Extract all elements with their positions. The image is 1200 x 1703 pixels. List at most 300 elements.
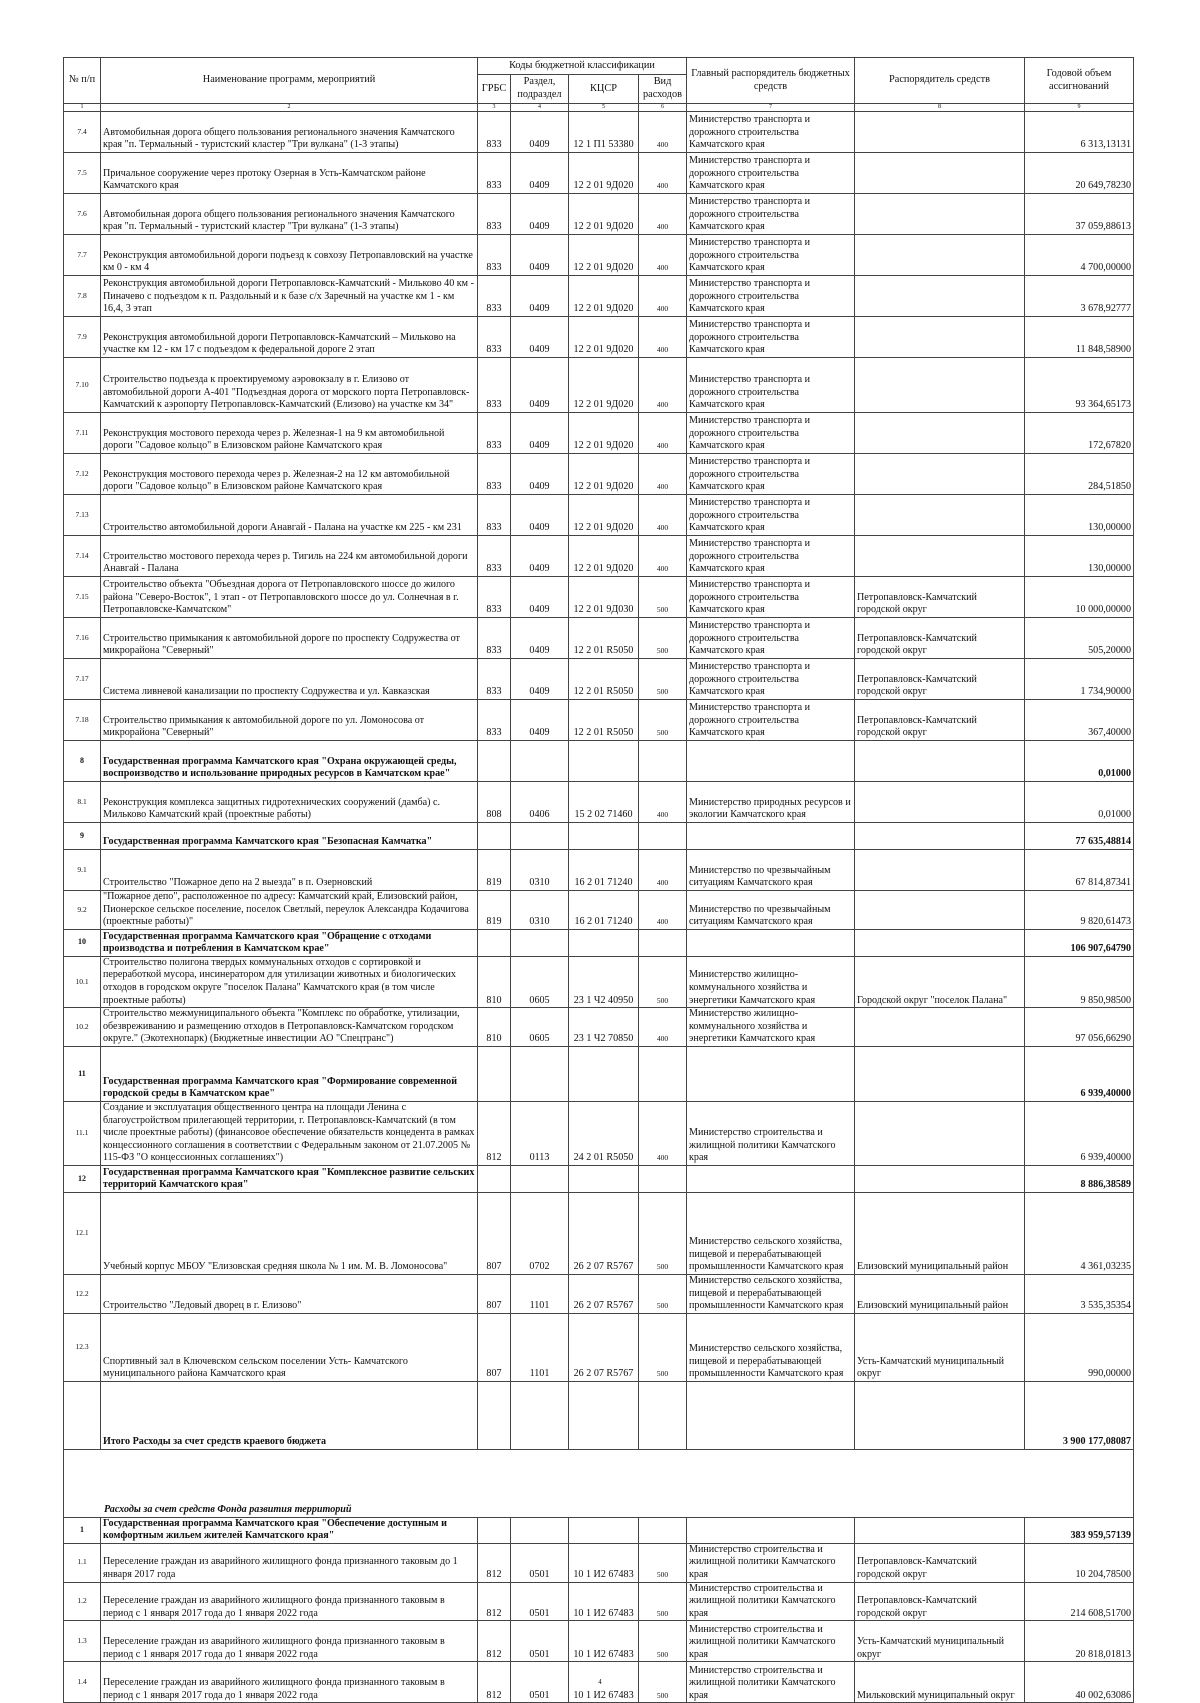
section-code: 0409 (511, 153, 569, 194)
grbs-code: 812 (478, 1621, 511, 1662)
kcsr-code: 12 2 01 9Д020 (569, 276, 639, 317)
table-row (64, 495, 1134, 536)
column-number: 8 (855, 104, 1025, 112)
activity-name: Создание и эксплуатация общественного центра на площади Ленина с благоустройством прилегающей территории, г. Петропавловск-Камчатский (в том числе проектные работы) (финансовое обеспечение обязательств концедента в рамках концессионного соглашения в соответствии с Федеральным законом от 21.07.2005 № 115-ФЗ "О концессионных соглашениях") (101, 1101, 478, 1165)
main-distributor: Министерство сельского хозяйства, пищевой и перерабатывающей промышленности Камчатского края (687, 1192, 855, 1274)
distributor (855, 112, 1025, 153)
kcsr-code: 26 2 07 R5767 (569, 1313, 639, 1381)
row-number: 11 (64, 1046, 101, 1101)
grbs-code: 833 (478, 112, 511, 153)
row-number: 7.9 (64, 317, 101, 358)
row-number: 1.3 (64, 1621, 101, 1662)
section-code: 0409 (511, 700, 569, 741)
activity-name: Реконструкция автомобильной дороги Петропавловск-Камчатский - Мильково 40 км - Пиначево с подъездом к п. Раздольный и к базе с/х Заречный на участке км 1 - км 16,4, 3 этап (101, 276, 478, 317)
main-distributor: Министерство по чрезвычайным ситуациям Камчатского края (687, 850, 855, 891)
expense-type-code: 400 (639, 358, 687, 413)
row-number (64, 1381, 101, 1449)
empty-cell (478, 1165, 511, 1192)
table-row (64, 194, 1134, 235)
activity-name: Строительство межмуниципального объекта "Комплекс по обработке, утилизации, обезвреживанию и размещению отходов в Петропавловск-Камчатском городском округе." (Экотехнопарк) (Бюджетные инвестиции АО "Спецтранс") (101, 1008, 478, 1047)
activity-name: Автомобильная дорога общего пользования регионального значения Камчатского края "п. Термальный - туристский кластер "Три вулкана" (1-3 этапы) (101, 194, 478, 235)
grbs-code: 833 (478, 618, 511, 659)
activity-name: Строительство "Ледовый дворец в г. Елизово" (101, 1274, 478, 1313)
empty-cell (569, 741, 639, 782)
distributor: Городской округ "поселок Палана" (855, 956, 1025, 1007)
table-row (64, 276, 1134, 317)
expense-type-code: 400 (639, 112, 687, 153)
annual-amount: 3 535,35354 (1025, 1274, 1134, 1313)
expense-type-code: 400 (639, 276, 687, 317)
row-number: 12.3 (64, 1313, 101, 1381)
header-kcsr: КЦСР (569, 75, 639, 104)
kcsr-code: 12 2 01 9Д020 (569, 413, 639, 454)
table-row (64, 1313, 1134, 1381)
empty-cell (511, 1517, 569, 1543)
table-row (64, 413, 1134, 454)
expense-type-code: 400 (639, 454, 687, 495)
row-number: 9.2 (64, 891, 101, 930)
annual-amount: 990,00000 (1025, 1313, 1134, 1381)
distributor: Петропавловск-Камчатский городской округ (855, 1582, 1025, 1621)
annual-amount: 367,40000 (1025, 700, 1134, 741)
kcsr-code: 23 1 Ч2 40950 (569, 956, 639, 1007)
column-number: 1 (64, 104, 101, 112)
row-number: 7.5 (64, 153, 101, 194)
kcsr-code: 12 2 01 9Д030 (569, 577, 639, 618)
table-row (64, 891, 1134, 930)
table-row (64, 317, 1134, 358)
empty-cell (478, 1517, 511, 1543)
row-number: 7.10 (64, 358, 101, 413)
main-distributor: Министерство природных ресурсов и экологии Камчатского края (687, 782, 855, 823)
section-code: 0409 (511, 235, 569, 276)
section-code: 0409 (511, 659, 569, 700)
distributor: Петропавловск-Камчатский городской округ (855, 618, 1025, 659)
row-number: 1 (64, 1517, 101, 1543)
empty-cell (687, 1046, 855, 1101)
annual-amount: 11 848,58900 (1025, 317, 1134, 358)
row-number: 7.4 (64, 112, 101, 153)
grbs-code: 807 (478, 1313, 511, 1381)
table-row (64, 1621, 1134, 1662)
grbs-code: 833 (478, 153, 511, 194)
kcsr-code: 15 2 02 71460 (569, 782, 639, 823)
activity-name: Строительство объекта "Объездная дорога от Петропавловского шоссе до жилого района "Северо-Восток", 1 этап - от Петропавловского шоссе до ул. Солнечная в г. Петропавловске-Камчатском" (101, 577, 478, 618)
row-number: 12 (64, 1165, 101, 1192)
empty-cell (478, 929, 511, 956)
empty-cell (687, 929, 855, 956)
main-distributor: Министерство транспорта и дорожного строительства Камчатского края (687, 276, 855, 317)
distributor (855, 782, 1025, 823)
annual-amount: 130,00000 (1025, 495, 1134, 536)
row-number: 1.4 (64, 1662, 101, 1703)
table-row (64, 112, 1134, 153)
row-number: 7.8 (64, 276, 101, 317)
empty-cell (511, 1381, 569, 1449)
distributor: Усть-Камчатский муниципальный округ (855, 1313, 1025, 1381)
expense-type-code: 400 (639, 317, 687, 358)
section-code: 0501 (511, 1621, 569, 1662)
section-code: 0501 (511, 1543, 569, 1582)
activity-name: Строительство "Пожарное депо на 2 выезда" в п. Озерновский (101, 850, 478, 891)
annual-amount: 10 000,00000 (1025, 577, 1134, 618)
annual-amount: 130,00000 (1025, 536, 1134, 577)
program-amount: 8 886,38589 (1025, 1165, 1134, 1192)
table-row (64, 454, 1134, 495)
distributor (855, 235, 1025, 276)
row-number: 7.12 (64, 454, 101, 495)
header-distributor: Распорядитель средств (855, 58, 1025, 104)
header-grbs: ГРБС (478, 75, 511, 104)
empty-cell (569, 1517, 639, 1543)
row-number: 7.16 (64, 618, 101, 659)
empty-cell (569, 1165, 639, 1192)
annual-amount: 93 364,65173 (1025, 358, 1134, 413)
program-name: Государственная программа Камчатского края "Безопасная Камчатка" (101, 823, 478, 850)
main-distributor: Министерство транспорта и дорожного строительства Камчатского края (687, 112, 855, 153)
activity-name: Переселение граждан из аварийного жилищного фонда признанного таковым в период с 1 января 2017 года до 1 января 2022 года (101, 1582, 478, 1621)
expense-type-code: 400 (639, 1008, 687, 1047)
grbs-code: 833 (478, 194, 511, 235)
distributor: Петропавловск-Камчатский городской округ (855, 577, 1025, 618)
empty-cell (478, 1381, 511, 1449)
program-name: Государственная программа Камчатского края "Обеспечение доступным и комфортным жильем жителей Камчатского края" (101, 1517, 478, 1543)
kcsr-code: 12 1 П1 53380 (569, 112, 639, 153)
expense-type-code: 400 (639, 850, 687, 891)
row-number: 1.2 (64, 1582, 101, 1621)
expense-type-code: 400 (639, 782, 687, 823)
kcsr-code: 10 1 И2 67483 (569, 1582, 639, 1621)
main-distributor: Министерство транспорта и дорожного строительства Камчатского края (687, 618, 855, 659)
empty-cell (569, 929, 639, 956)
section-code: 0409 (511, 194, 569, 235)
grbs-code: 833 (478, 235, 511, 276)
section-code: 0501 (511, 1582, 569, 1621)
empty-cell (687, 741, 855, 782)
empty-cell (639, 741, 687, 782)
empty-cell (569, 1046, 639, 1101)
kcsr-code: 12 2 01 R5050 (569, 618, 639, 659)
main-distributor: Министерство транспорта и дорожного строительства Камчатского края (687, 153, 855, 194)
row-number: 7.11 (64, 413, 101, 454)
grbs-code: 812 (478, 1662, 511, 1703)
annual-amount: 40 002,63086 (1025, 1662, 1134, 1703)
distributor: Елизовский муниципальный район (855, 1274, 1025, 1313)
activity-name: Причальное сооружение через протоку Озерная в Усть-Камчатском районе Камчатского края (101, 153, 478, 194)
program-amount: 106 907,64790 (1025, 929, 1134, 956)
section-code: 0605 (511, 956, 569, 1007)
expense-type-code: 400 (639, 413, 687, 454)
main-distributor: Министерство транспорта и дорожного строительства Камчатского края (687, 700, 855, 741)
kcsr-code: 12 2 01 9Д020 (569, 536, 639, 577)
activity-name: Реконструкция автомобильной дороги Петропавловск-Камчатский – Мильково на участке км 12 - км 17 с подъездом к федеральной дороге 2 этап (101, 317, 478, 358)
expense-type-code: 500 (639, 1192, 687, 1274)
kcsr-code: 16 2 01 71240 (569, 891, 639, 930)
header-main-distributor: Главный распорядитель бюджетных средств (687, 58, 855, 104)
kcsr-code: 12 2 01 9Д020 (569, 358, 639, 413)
grbs-code: 808 (478, 782, 511, 823)
program-amount: 77 635,48814 (1025, 823, 1134, 850)
row-number: 1.1 (64, 1543, 101, 1582)
annual-amount: 67 814,87341 (1025, 850, 1134, 891)
table-row (64, 1274, 1134, 1313)
empty-cell (639, 929, 687, 956)
empty-cell (639, 823, 687, 850)
grbs-code: 812 (478, 1101, 511, 1165)
empty-cell (855, 1381, 1025, 1449)
annual-amount: 3 678,92777 (1025, 276, 1134, 317)
column-number: 3 (478, 104, 511, 112)
expense-type-code: 500 (639, 577, 687, 618)
table-row (64, 956, 1134, 1007)
activity-name: Переселение граждан из аварийного жилищного фонда признанного таковым в период с 1 января 2017 года до 1 января 2022 года (101, 1662, 478, 1703)
empty-cell (639, 1165, 687, 1192)
expense-type-code: 400 (639, 194, 687, 235)
table-row (64, 577, 1134, 618)
activity-name: Реконструкция мостового перехода через р. Железная-2 на 12 км автомобильной дороги "Садовое кольцо" в Елизовском районе Камчатского края (101, 454, 478, 495)
kcsr-code: 12 2 01 9Д020 (569, 153, 639, 194)
distributor: Елизовский муниципальный район (855, 1192, 1025, 1274)
expense-type-code: 500 (639, 1582, 687, 1621)
main-distributor: Министерство транспорта и дорожного строительства Камчатского края (687, 577, 855, 618)
grbs-code: 833 (478, 317, 511, 358)
expense-type-code: 500 (639, 1274, 687, 1313)
empty-cell (511, 1165, 569, 1192)
empty-cell (687, 1381, 855, 1449)
table-row (64, 1192, 1134, 1274)
expense-type-code: 500 (639, 1543, 687, 1582)
annual-amount: 20 649,78230 (1025, 153, 1134, 194)
row-number: 8 (64, 741, 101, 782)
row-number: 12.1 (64, 1192, 101, 1274)
grbs-code: 833 (478, 413, 511, 454)
row-number: 7.15 (64, 577, 101, 618)
empty-cell (478, 823, 511, 850)
table-row (64, 659, 1134, 700)
grbs-code: 833 (478, 700, 511, 741)
table-row (64, 1517, 1134, 1543)
empty-cell (855, 1165, 1025, 1192)
activity-name: Строительство автомобильной дороги Анавгай - Палана на участке км 225 - км 231 (101, 495, 478, 536)
header-codes: Коды бюджетной классификации (478, 58, 687, 75)
header-razdel: Раздел, подраздел (511, 75, 569, 104)
kcsr-code: 10 1 И2 67483 (569, 1543, 639, 1582)
row-number: 9 (64, 823, 101, 850)
empty-cell (639, 1046, 687, 1101)
budget-table (63, 57, 1134, 1703)
header-num: № п/п (64, 58, 101, 104)
activity-name: Строительство примыкания к автомобильной дороге по ул. Ломоносова от микрорайона "Северный" (101, 700, 478, 741)
empty-cell (855, 741, 1025, 782)
table-row (64, 1101, 1134, 1165)
column-number: 6 (639, 104, 687, 112)
main-distributor: Министерство транспорта и дорожного строительства Камчатского края (687, 659, 855, 700)
expense-type-code: 500 (639, 659, 687, 700)
table-row (64, 358, 1134, 413)
program-name: Государственная программа Камчатского края "Формирование современной городской среды в Камчатском крае" (101, 1046, 478, 1101)
activity-name: Автомобильная дорога общего пользования регионального значения Камчатского края "п. Термальный - туристский кластер "Три вулкана" (1-3 этапы) (101, 112, 478, 153)
main-distributor: Министерство транспорта и дорожного строительства Камчатского края (687, 194, 855, 235)
table-row (64, 850, 1134, 891)
table-row (64, 1381, 1134, 1449)
grbs-code: 833 (478, 454, 511, 495)
annual-amount: 1 734,90000 (1025, 659, 1134, 700)
annual-amount: 37 059,88613 (1025, 194, 1134, 235)
table-row (64, 782, 1134, 823)
section-code: 0409 (511, 112, 569, 153)
grbs-code: 833 (478, 276, 511, 317)
expense-type-code: 400 (639, 536, 687, 577)
program-amount: 6 939,40000 (1025, 1046, 1134, 1101)
header-vid: Вид расходов (639, 75, 687, 104)
activity-name: Реконструкция автомобильной дороги подъезд к совхозу Петропавловский на участке км 0 - км 4 (101, 235, 478, 276)
kcsr-code: 12 2 01 R5050 (569, 659, 639, 700)
table-row (64, 1046, 1134, 1101)
empty-cell (687, 1517, 855, 1543)
activity-name: Переселение граждан из аварийного жилищного фонда признанного таковым в период с 1 января 2017 года до 1 января 2022 года (101, 1621, 478, 1662)
table-row (64, 700, 1134, 741)
row-number: 8.1 (64, 782, 101, 823)
header-name: Наименование программ, мероприятий (101, 58, 478, 104)
table-row (64, 741, 1134, 782)
grbs-code: 833 (478, 577, 511, 618)
grbs-code: 833 (478, 495, 511, 536)
empty-cell (687, 1165, 855, 1192)
empty-cell (687, 823, 855, 850)
kcsr-code: 23 1 Ч2 70850 (569, 1008, 639, 1047)
empty-cell (639, 1517, 687, 1543)
column-number: 5 (569, 104, 639, 112)
annual-amount: 20 818,01813 (1025, 1621, 1134, 1662)
table-row (64, 1543, 1134, 1582)
expense-type-code: 500 (639, 1313, 687, 1381)
activity-name: Строительство мостового перехода через р. Тигиль на 224 км автомобильной дороги Анавгай - Палана (101, 536, 478, 577)
section-code: 0406 (511, 782, 569, 823)
section-code: 0310 (511, 850, 569, 891)
activity-name: Переселение граждан из аварийного жилищного фонда признанного таковым до 1 января 2017 года (101, 1543, 478, 1582)
program-name: Государственная программа Камчатского края "Комплексное развитие сельских территорий Камчатского края" (101, 1165, 478, 1192)
distributor: Мильковский муниципальный округ (855, 1662, 1025, 1703)
section-code: 0113 (511, 1101, 569, 1165)
row-number: 7.18 (64, 700, 101, 741)
section-code: 0605 (511, 1008, 569, 1047)
row-number: 12.2 (64, 1274, 101, 1313)
table-row (64, 536, 1134, 577)
kcsr-code: 10 1 И2 67483 (569, 1621, 639, 1662)
section-code: 0409 (511, 495, 569, 536)
kcsr-code: 12 2 01 9Д020 (569, 194, 639, 235)
distributor (855, 194, 1025, 235)
kcsr-code: 16 2 01 71240 (569, 850, 639, 891)
annual-amount: 284,51850 (1025, 454, 1134, 495)
annual-amount: 505,20000 (1025, 618, 1134, 659)
grbs-code: 833 (478, 358, 511, 413)
column-number: 2 (101, 104, 478, 112)
column-number: 9 (1025, 104, 1134, 112)
expense-type-code: 500 (639, 618, 687, 659)
kcsr-code: 26 2 07 R5767 (569, 1274, 639, 1313)
section-code: 0409 (511, 618, 569, 659)
distributor (855, 358, 1025, 413)
empty-cell (569, 823, 639, 850)
activity-name: Строительство полигона твердых коммунальных отходов с сортировкой и переработкой мусора, инсинератором для утилизации животных и биологических отходов в городском округе "поселок Палана" Камчатского края (в том числе проектные работы) (101, 956, 478, 1007)
annual-amount: 6 939,40000 (1025, 1101, 1134, 1165)
main-distributor: Министерство транспорта и дорожного строительства Камчатского края (687, 317, 855, 358)
grbs-code: 812 (478, 1543, 511, 1582)
annual-amount: 172,67820 (1025, 413, 1134, 454)
distributor (855, 1008, 1025, 1047)
activity-name: Реконструкция мостового перехода через р. Железная-1 на 9 км автомобильной дороги "Садовое кольцо" в Елизовском районе Камчатского края (101, 413, 478, 454)
annual-amount: 6 313,13131 (1025, 112, 1134, 153)
distributor: Петропавловск-Камчатский городской округ (855, 659, 1025, 700)
activity-name: Учебный корпус МБОУ "Елизовская средняя школа № 1 им. М. В. Ломоносова" (101, 1192, 478, 1274)
section-code: 1101 (511, 1274, 569, 1313)
main-distributor: Министерство строительства и жилищной политики Камчатского края (687, 1621, 855, 1662)
grbs-code: 833 (478, 536, 511, 577)
expense-type-code: 500 (639, 1662, 687, 1703)
section-code: 0409 (511, 413, 569, 454)
activity-name: "Пожарное депо", расположенное по адресу: Камчатский край, Елизовский район, Пионерское сельское поселение, поселок Светлый, переулок Александра Кодачигова (проектные работы)" (101, 891, 478, 930)
section-code: 0409 (511, 577, 569, 618)
expense-type-code: 400 (639, 153, 687, 194)
kcsr-code: 26 2 07 R5767 (569, 1192, 639, 1274)
row-number: 10.2 (64, 1008, 101, 1047)
empty-cell (855, 823, 1025, 850)
row-number: 11.1 (64, 1101, 101, 1165)
section-code: 0409 (511, 317, 569, 358)
expense-type-code: 400 (639, 495, 687, 536)
row-number: 7.6 (64, 194, 101, 235)
section-code: 0702 (511, 1192, 569, 1274)
table-row (64, 618, 1134, 659)
section-code: 0409 (511, 276, 569, 317)
empty-cell (855, 1517, 1025, 1543)
empty-cell (478, 741, 511, 782)
main-distributor: Министерство транспорта и дорожного строительства Камчатского края (687, 358, 855, 413)
main-distributor: Министерство строительства и жилищной политики Камчатского края (687, 1101, 855, 1165)
total-label: Итого Расходы за счет средств краевого бюджета (101, 1381, 478, 1449)
empty-cell (511, 1046, 569, 1101)
table-row (64, 235, 1134, 276)
activity-name: Строительство примыкания к автомобильной дороге по проспекту Содружества от микрорайона "Северный" (101, 618, 478, 659)
activity-name: Реконструкция комплекса защитных гидротехнических сооружений (дамба) с. Мильково Камчатский край (проектные работы) (101, 782, 478, 823)
main-distributor: Министерство строительства и жилищной политики Камчатского края (687, 1543, 855, 1582)
distributor (855, 850, 1025, 891)
main-distributor: Министерство по чрезвычайным ситуациям Камчатского края (687, 891, 855, 930)
grbs-code: 833 (478, 659, 511, 700)
distributor (855, 454, 1025, 495)
empty-cell (855, 929, 1025, 956)
page-number: 4 (598, 1678, 602, 1686)
distributor (855, 317, 1025, 358)
kcsr-code: 24 2 01 R5050 (569, 1101, 639, 1165)
grbs-code: 810 (478, 1008, 511, 1047)
annual-amount: 9 850,98500 (1025, 956, 1134, 1007)
table-row (64, 823, 1134, 850)
main-distributor: Министерство жилищно-коммунального хозяйства и энергетики Камчатского края (687, 956, 855, 1007)
row-number: 10 (64, 929, 101, 956)
empty-cell (855, 1046, 1025, 1101)
activity-name: Строительство подъезда к проектируемому аэровокзалу в г. Елизово от автомобильной дороги А-401 "Подъездная дорога от морского порта Петропавловск-Камчатский к аэропорту Петропавловск-Камчатский (Елизово) на участке км 34" (101, 358, 478, 413)
row-number: 7.17 (64, 659, 101, 700)
main-distributor: Министерство сельского хозяйства, пищевой и перерабатывающей промышленности Камчатского края (687, 1274, 855, 1313)
grbs-code: 819 (478, 891, 511, 930)
main-distributor: Министерство транспорта и дорожного строительства Камчатского края (687, 413, 855, 454)
empty-cell (639, 1381, 687, 1449)
activity-name: Система ливневой канализации по проспекту Содружества и ул. Кавказская (101, 659, 478, 700)
main-distributor: Министерство транспорта и дорожного строительства Камчатского края (687, 454, 855, 495)
column-number: 7 (687, 104, 855, 112)
